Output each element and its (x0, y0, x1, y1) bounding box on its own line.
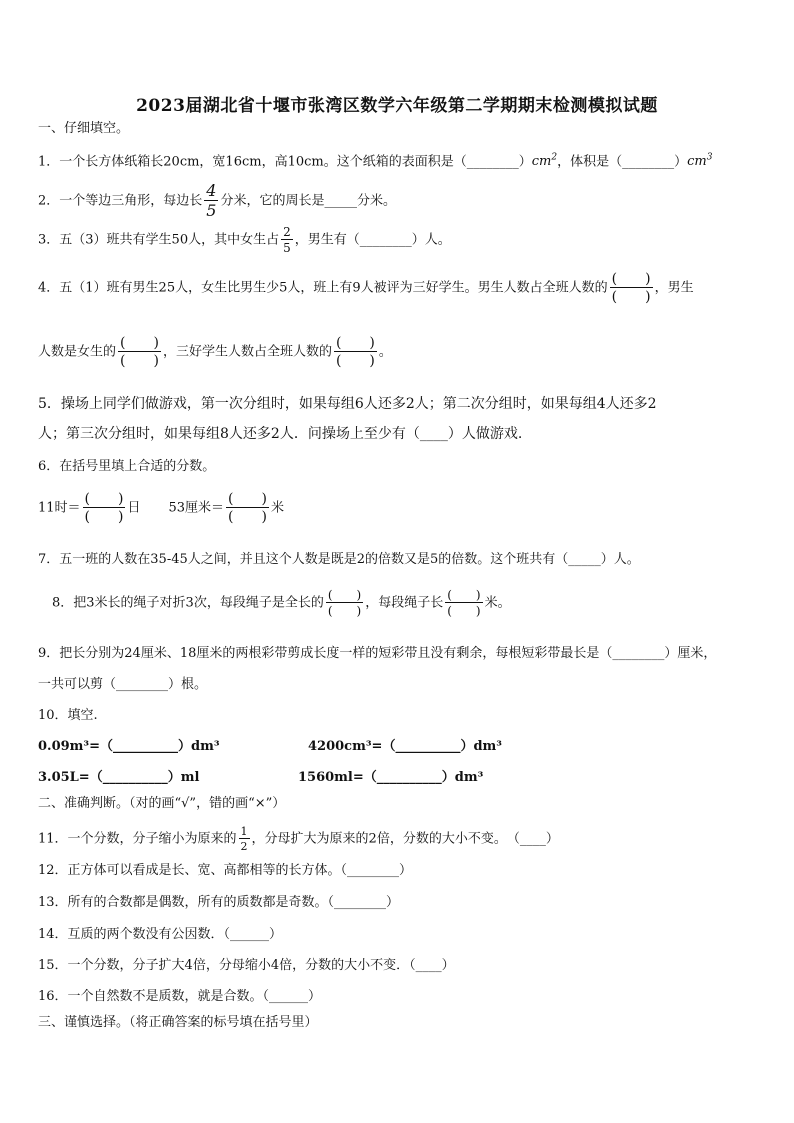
q2-post: 分米，它的周长是_____分米。 (220, 193, 396, 209)
section-2-heading: 二、准确判断。（对的画“√”，错的画“×”） (38, 796, 286, 811)
question-11 (38, 826, 559, 852)
question-15: 15．一个分数，分子扩大4倍，分母缩小4倍，分数的大小不变．（____） (38, 958, 455, 973)
q4-line2-post: 。 (378, 344, 392, 360)
q3-fraction: $\frac{2}{5}$ (283, 225, 291, 255)
q8-mid: ，每段绳子长 (365, 595, 444, 611)
question-2 (38, 183, 396, 219)
question-4 (38, 272, 694, 304)
question-14: 14．互质的两个数没有公因数．（______） (38, 927, 283, 942)
question-5-line-2: 人；第三次分组时，如果每组8人还多2人．问操场上至少有（____）人做游戏. (38, 426, 523, 442)
q4-blank-fraction-3[interactable]: $\frac{( )}{( )}$ (335, 335, 375, 369)
question-7: 7．五一班的人数在35-45人之间，并且这个人数是既是2的倍数又是5的倍数。这个班共有（_____）人。 (38, 552, 640, 567)
section-1-heading: 一、仔细填空。 (38, 121, 130, 136)
q11-post: ，分母扩大为原来的2倍，分数的大小不变。 （____） (251, 831, 559, 847)
question-9-line-1: 9．把长分别为24厘米、18厘米的两根彩带剪成长度一样的短彩带且没有剩余，每根短彩带最长是（________）厘米， (38, 646, 717, 661)
question-5-line-1: 5．操场上同学们做游戏，第一次分组时，如果每组6人还多2人；第二次分组时，如果每组4人还多2 (38, 396, 657, 412)
question-10: 10．填空. (38, 708, 98, 723)
q3-post: ，男生有（________）人。 (294, 232, 451, 248)
q6-blank-fraction-b[interactable]: $\frac{( )}{( )}$ (228, 491, 267, 525)
q8-blank-fraction-1[interactable]: $\frac{( )}{( )}$ (327, 588, 362, 618)
q8-pre: 8．把3米长的绳子对折3次，每段绳子是全长的 (52, 595, 324, 611)
question-13: 13．所有的合数都是偶数，所有的质数都是奇数。（________） (38, 895, 400, 910)
q2-fraction: $\frac{4}{5}$ (206, 181, 217, 220)
question-10-a: 0.09m³=（__________）dm³ (38, 739, 220, 754)
q11-fraction: $\frac{1}{2}$ (240, 825, 248, 853)
q6-b-post: 米 (270, 500, 284, 516)
q3-pre: 3．五（3）班共有学生50人，其中女生占 (38, 232, 280, 248)
q4-blank-fraction-1[interactable]: $\frac{( )}{( )}$ (611, 271, 651, 305)
section-3-heading: 三、谨慎选择。（将正确答案的标号填在括号里） (38, 1015, 318, 1030)
q6-blank-fraction-a[interactable]: $\frac{( )}{( )}$ (84, 491, 124, 525)
q6-b-pre: 53厘米＝ (168, 500, 225, 516)
question-6: 6．在括号里填上合适的分数。 (38, 459, 216, 474)
question-9-line-2: 一共可以剪（________）根。 (38, 677, 208, 692)
q4-line2-mid: ，三好学生人数占全班人数的 (162, 344, 332, 360)
question-1 (38, 150, 712, 170)
question-16: 16．一个自然数不是质数，就是合数。（______） (38, 989, 322, 1004)
q1-mid: ，体积是（________） (557, 154, 688, 170)
question-10-b: 4200cm³=（__________）dm³ (308, 739, 502, 754)
page-title: 2023届湖北省十堰市张湾区数学六年级第二学期期末检测模拟试题 (136, 96, 658, 116)
q2-pre: 2．一个等边三角形，每边长 (38, 193, 203, 209)
q4-blank-fraction-2[interactable]: $\frac{( )}{( )}$ (120, 335, 159, 369)
q1-unit2: $cm^3$ (687, 153, 713, 170)
q11-pre: 11．一个分数，分子缩小为原来的 (38, 831, 237, 847)
q6-a-pre: 11时＝ (38, 500, 81, 516)
q8-post: 米。 (484, 595, 511, 611)
question-4-line-2 (38, 336, 392, 368)
question-3 (38, 226, 451, 254)
q1-text: 1．一个长方体纸箱长20cm，宽16cm，高10cm。这个纸箱的表面积是（________） (38, 154, 532, 170)
question-12: 12．正方体可以看成是长、宽、高都相等的长方体。（________） (38, 863, 413, 878)
question-10-d: 1560ml=（__________）dm³ (298, 770, 484, 785)
q1-unit1: $cm^2$ (531, 153, 558, 170)
q8-blank-fraction-2[interactable]: $\frac{( )}{( )}$ (447, 588, 481, 618)
q6-a-post: 日 (127, 500, 141, 516)
question-6-items (38, 492, 284, 524)
q4-line2-pre: 人数是女生的 (38, 344, 117, 360)
question-10-c: 3.05L=（__________）ml (38, 770, 200, 785)
question-8 (52, 589, 511, 617)
q4-post: ，男生 (654, 280, 694, 296)
q4-pre: 4．五（1）班有男生25人，女生比男生少5人，班上有9人被评为三好学生。男生人数占全班人数的 (38, 280, 608, 296)
